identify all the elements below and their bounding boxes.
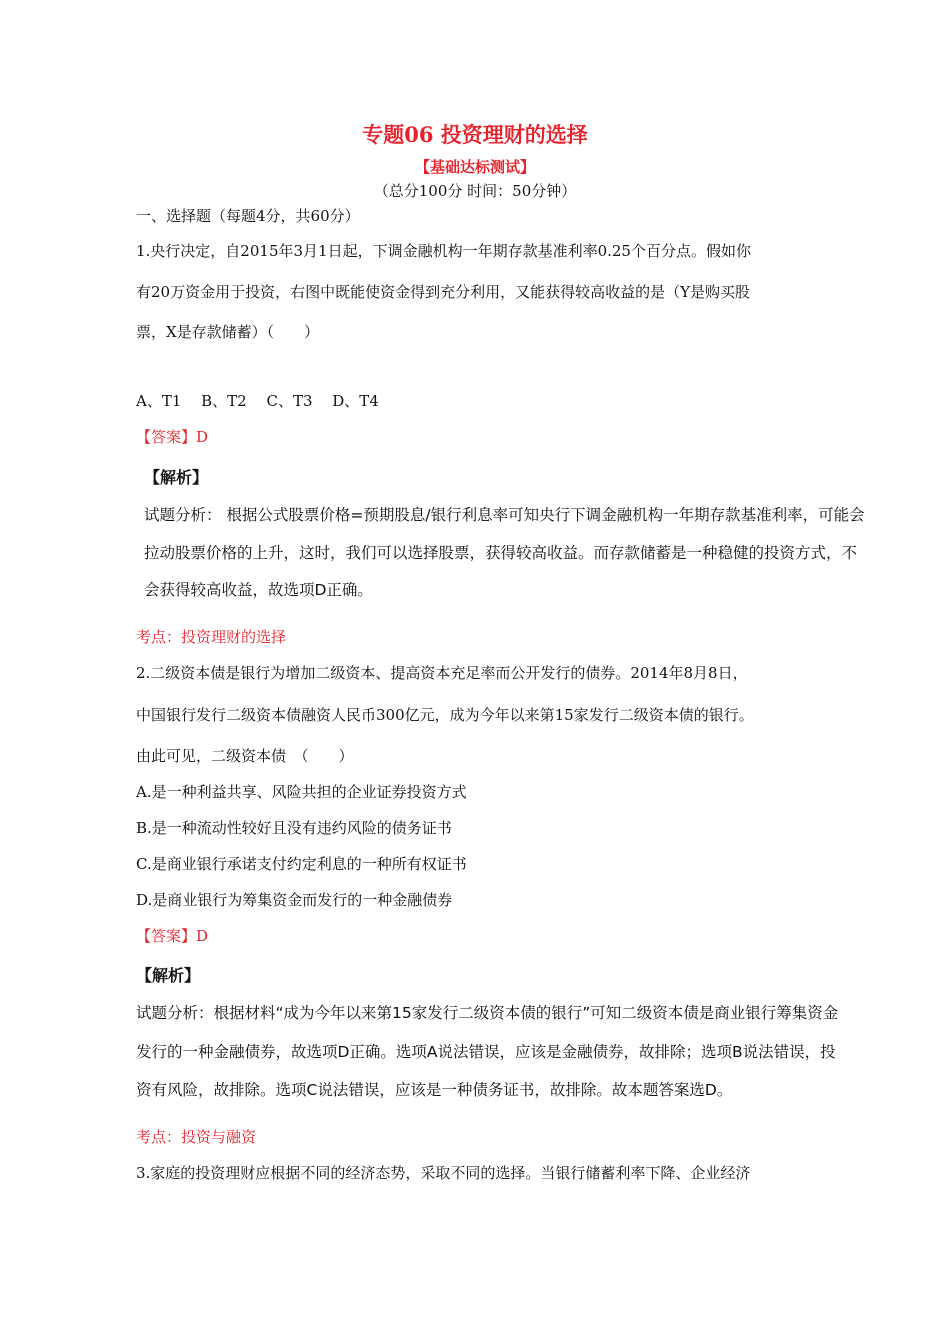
answer-value: D xyxy=(196,428,209,446)
q2-line: 由此可见，二级资本债 （ ） xyxy=(136,747,354,765)
exam-meta: （总分100分 时间：50分钟） xyxy=(373,182,577,200)
q2-analysis-label: 【解析】 xyxy=(136,966,201,985)
answer-label: 【答案】 xyxy=(136,428,197,446)
q1-analysis-line: 会获得较高收益，故选项D正确。 xyxy=(144,581,373,599)
q2-analysis-line: 资有风险，故排除。选项C说法错误，应该是一种债务证书，故排除。故本题答案选D。 xyxy=(136,1081,733,1099)
q1-analysis-line: 试题分析： 根据公式股票价格=预期股息/银行利息率可知央行下调金融机构一年期存款基准利率，可能会 xyxy=(144,506,865,524)
q1-options: A、T1 B、T2 C、T3 D、T4 xyxy=(136,392,379,410)
q2-option: B.是一种流动性较好且没有违约风险的债务证书 xyxy=(136,819,452,837)
q2-answer xyxy=(136,926,208,946)
page-subtitle: 【基础达标测试】 xyxy=(414,158,535,176)
q1-line: 票，X是存款储蓄）（ ） xyxy=(136,323,320,341)
q1-analysis-label: 【解析】 xyxy=(144,468,209,487)
q2-option: C.是商业银行承诺支付约定利息的一种所有权证书 xyxy=(136,855,467,873)
q1-analysis-line: 拉动股票价格的上升，这时，我们可以选择股票，获得较高收益。而存款储蓄是一种稳健的投资方式，不 xyxy=(144,544,858,562)
q2-line: 中国银行发行二级资本债融资人民币300亿元，成为今年以来第15家发行二级资本债的银行。 xyxy=(136,706,754,724)
q2-line: 2.二级资本债是银行为增加二级资本、提高资本充足率而公开发行的债券。2014年8月8日， xyxy=(136,664,748,682)
section-heading: 一、选择题（每题4分，共60分） xyxy=(136,207,360,225)
answer-label: 【答案】 xyxy=(136,927,197,945)
answer-value: D xyxy=(196,927,209,945)
q3-line: 3.家庭的投资理财应根据不同的经济态势，采取不同的选择。当银行储蓄利率下降、企业经济 xyxy=(136,1164,751,1182)
q1-answer xyxy=(136,427,208,447)
q1-line: 有20万资金用于投资，右图中既能使资金得到充分利用，又能获得较高收益的是（Y是购买股 xyxy=(136,283,750,301)
q2-option: D.是商业银行为筹集资金而发行的一种金融债券 xyxy=(136,891,453,909)
q2-option: A.是一种利益共享、风险共担的企业证券投资方式 xyxy=(136,783,467,801)
q1-line: 1.央行决定，自2015年3月1日起，下调金融机构一年期存款基准利率0.25个百分点。假如你 xyxy=(136,242,751,260)
q1-point: 考点：投资理财的选择 xyxy=(136,628,287,646)
q2-analysis-line: 试题分析：根据材料“成为今年以来第15家发行二级资本债的银行”可知二级资本债是商业银行筹集资金 xyxy=(136,1004,839,1022)
q2-analysis-line: 发行的一种金融债券，故选项D正确。选项A说法错误，应该是金融债券，故排除；选项B说法错误，投 xyxy=(136,1043,836,1061)
page-title: 专题06 投资理财的选择 xyxy=(362,122,588,147)
q2-point: 考点：投资与融资 xyxy=(136,1128,257,1146)
